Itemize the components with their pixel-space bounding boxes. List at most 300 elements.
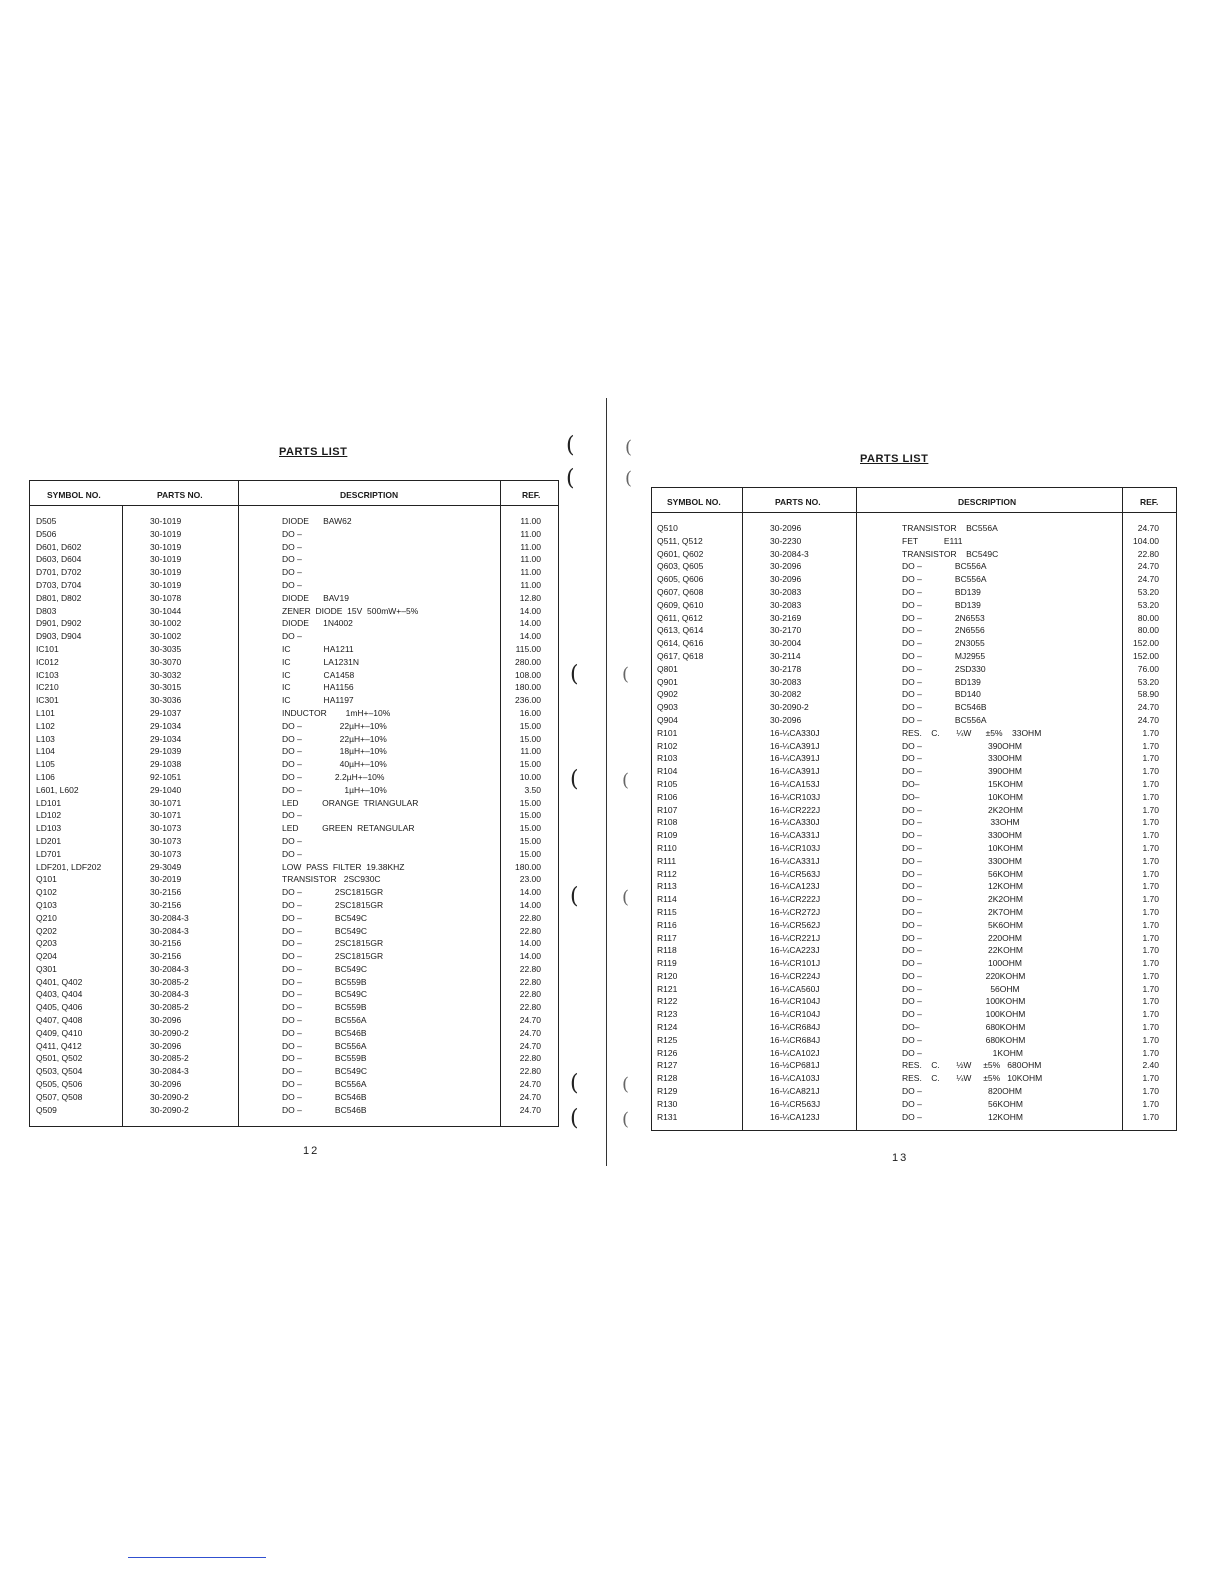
ref-price-cell: 24.70	[519, 1040, 541, 1051]
symbol-cell: R117	[657, 932, 677, 943]
parts-no-cell: 16-¼CR684J	[770, 1034, 821, 1045]
ref-price-cell: 24.70	[519, 1104, 541, 1115]
symbol-cell: R131	[657, 1111, 678, 1122]
symbol-cell: Q601, Q602	[657, 548, 704, 559]
description-cell: DO – 18µH+–10%	[282, 746, 387, 757]
ref-price-cell: 15.00	[519, 810, 541, 821]
parts-no-cell: 16-¼CR684J	[770, 1022, 821, 1033]
symbol-cell: Q510	[657, 523, 678, 533]
parts-no-cell: 30-2083	[770, 586, 802, 597]
table-row	[652, 560, 1176, 573]
symbol-cell: IC103	[36, 669, 59, 680]
description-cell: DO – 5K6OHM	[902, 919, 1023, 930]
symbol-cell: R123	[657, 1009, 678, 1020]
ref-price-cell: 280.00	[515, 656, 541, 667]
table-row	[30, 937, 558, 950]
symbol-cell: R116	[657, 919, 677, 930]
symbol-cell: L102	[36, 720, 55, 731]
table-row	[30, 873, 558, 886]
table-row	[652, 663, 1176, 676]
symbol-cell: LD201	[36, 835, 62, 846]
symbol-cell: R113	[657, 881, 677, 892]
symbol-cell: R105	[657, 778, 678, 789]
parts-no-cell: 30-2004	[770, 638, 802, 649]
table-row	[652, 919, 1176, 932]
parts-no-cell: 16-¼CR221J	[770, 932, 821, 943]
ref-price-cell: 11.00	[520, 579, 541, 590]
binder-hole-mark: (	[566, 466, 575, 491]
ref-price-cell: 15.00	[519, 848, 541, 859]
parts-no-cell: 30-2170	[770, 625, 802, 636]
ref-price-cell: 1.70	[1142, 945, 1159, 956]
ref-price-cell: 24.70	[1137, 702, 1159, 713]
description-cell: DO – BC549C	[282, 925, 368, 936]
table-row	[652, 727, 1176, 740]
ref-price-cell: 1.70	[1142, 958, 1159, 969]
symbol-cell: Q101	[36, 874, 57, 885]
description-cell: DO – BD139	[902, 586, 981, 597]
symbol-cell: LD102	[36, 810, 62, 821]
parts-no-cell: 16-¼CR222J	[770, 894, 821, 905]
table-row	[652, 740, 1176, 753]
table-row	[652, 983, 1176, 996]
table-row	[30, 861, 558, 874]
ref-price-cell: 58.90	[1137, 689, 1159, 700]
parts-no-cell: 30-2096	[770, 714, 802, 725]
symbol-cell: IC301	[36, 695, 59, 706]
binder-hole-mark: (	[622, 664, 630, 685]
table-row	[652, 752, 1176, 765]
table-row	[652, 522, 1176, 535]
table-row	[652, 804, 1176, 817]
binder-hole-mark: (	[622, 887, 630, 908]
right-parts-table	[651, 487, 1177, 1131]
parts-no-cell: 16-¼CR101J	[770, 958, 821, 969]
ref-price-cell: 1.70	[1142, 1098, 1159, 1109]
ref-price-cell: 14.00	[519, 938, 541, 949]
table-row	[30, 733, 558, 746]
description-cell: DO – 2N6553	[902, 612, 985, 623]
ref-price-cell: 1.70	[1142, 868, 1159, 879]
symbol-cell: R118	[657, 945, 677, 956]
binder-hole-mark: (	[570, 1106, 579, 1131]
table-row	[652, 1008, 1176, 1021]
symbol-cell: Q210	[36, 912, 57, 923]
symbol-cell: D505	[36, 516, 57, 526]
table-row	[652, 1021, 1176, 1034]
symbol-cell: Q501, Q502	[36, 1053, 83, 1064]
table-row	[652, 650, 1176, 663]
symbol-cell: Q202	[36, 925, 57, 936]
table-row	[30, 963, 558, 976]
table-row	[30, 822, 558, 835]
ref-price-cell: 22.80	[519, 912, 541, 923]
parts-no-cell: 30-2096	[770, 574, 802, 585]
table-row	[30, 694, 558, 707]
symbol-cell: D703, D704	[36, 579, 82, 590]
table-row	[652, 829, 1176, 842]
symbol-cell: D901, D902	[36, 618, 82, 629]
parts-no-cell: 30-2096	[150, 1079, 182, 1090]
symbol-cell: D506	[36, 528, 57, 539]
symbol-cell: Q407, Q408	[36, 1015, 83, 1026]
symbol-cell: R127	[657, 1060, 678, 1071]
table-row	[652, 932, 1176, 945]
parts-no-cell: 30-2084-3	[150, 912, 189, 923]
ref-price-cell: 1.70	[1142, 970, 1159, 981]
ref-price-cell: 152.00	[1133, 650, 1159, 661]
description-cell: DO – 680KOHM	[902, 1034, 1026, 1045]
table-row	[30, 797, 558, 810]
table-row	[30, 656, 558, 669]
ref-price-cell: 11.00	[520, 516, 541, 526]
parts-no-cell: 30-2083	[770, 599, 802, 610]
description-cell: DO – BC556A	[282, 1079, 367, 1090]
parts-no-cell: 30-2114	[770, 650, 801, 661]
parts-no-cell: 16-¼CR563J	[770, 1098, 821, 1109]
symbol-cell: Q614, Q616	[657, 638, 704, 649]
left-parts-table	[29, 480, 559, 1127]
table-row	[30, 988, 558, 1001]
binder-hole-mark: (	[622, 770, 630, 791]
description-cell: LED GREEN RETANGULAR	[282, 823, 415, 834]
ref-price-cell: 1.70	[1142, 1034, 1159, 1045]
symbol-cell: Q203	[36, 938, 57, 949]
description-cell: RES. C. ¼W ±5% 10KOHM	[902, 1073, 1043, 1084]
ref-price-cell: 24.70	[519, 1027, 541, 1038]
ref-price-cell: 1.70	[1142, 894, 1159, 905]
ref-price-cell: 11.00	[520, 567, 541, 578]
parts-no-cell: 16-¼CA153J	[770, 778, 820, 789]
description-cell: DO – 390OHM	[902, 766, 1022, 777]
description-cell: DO –	[282, 528, 302, 539]
ref-price-cell: 22.80	[519, 1053, 541, 1064]
description-cell: DO –	[282, 631, 302, 642]
symbol-cell: R128	[657, 1073, 678, 1084]
table-row	[30, 1104, 558, 1117]
parts-no-cell: 16-¼CR103J	[770, 842, 821, 853]
description-cell: DO – BC559B	[282, 976, 367, 987]
parts-no-cell: 30-1019	[150, 516, 182, 526]
description-cell: DO –	[282, 810, 302, 821]
description-cell: DO– 15KOHM	[902, 778, 1023, 789]
description-cell: DO –	[282, 567, 302, 578]
parts-no-cell: 16-¼CA330J	[770, 727, 820, 738]
table-row	[652, 778, 1176, 791]
description-cell: DO – BC546B	[902, 702, 987, 713]
ref-price-cell: 15.00	[519, 720, 541, 731]
parts-no-cell: 16-¼CR103J	[770, 791, 821, 802]
description-cell: DO – 220KOHM	[902, 970, 1026, 981]
left-header-description: DESCRIPTION	[340, 490, 399, 500]
parts-no-cell: 30-1019	[150, 554, 182, 565]
description-cell: DO – 2K2OHM	[902, 894, 1023, 905]
symbol-cell: Q607, Q608	[657, 586, 704, 597]
table-row	[652, 1047, 1176, 1060]
symbol-cell: D701, D702	[36, 567, 82, 578]
table-row	[30, 553, 558, 566]
description-cell: TRANSISTOR BC549C	[902, 548, 999, 559]
description-cell: DO– 680KOHM	[902, 1022, 1026, 1033]
description-cell: DO – 2K2OHM	[902, 804, 1023, 815]
ref-price-cell: 80.00	[1137, 625, 1159, 636]
parts-no-cell: 30-2090-2	[150, 1027, 189, 1038]
symbol-cell: Q507, Q508	[36, 1091, 83, 1102]
parts-no-cell: 30-3070	[150, 656, 182, 667]
table-row	[652, 1034, 1176, 1047]
symbol-cell: L101	[36, 707, 55, 718]
symbol-cell: R102	[657, 740, 678, 751]
symbol-cell: Q902	[657, 689, 678, 700]
symbol-cell: R130	[657, 1098, 678, 1109]
symbol-cell: Q403, Q404	[36, 989, 83, 1000]
table-row	[652, 995, 1176, 1008]
description-cell: DO – BC546B	[282, 1027, 367, 1038]
right-table-body	[652, 522, 1176, 1123]
table-row	[30, 528, 558, 541]
ref-price-cell: 14.00	[519, 605, 541, 616]
symbol-cell: Q609, Q610	[657, 599, 704, 610]
ref-price-cell: 1.70	[1142, 740, 1159, 751]
parts-no-cell: 16-¼CA123J	[770, 1111, 820, 1122]
parts-no-cell: 30-1073	[150, 835, 182, 846]
symbol-cell: L105	[36, 759, 55, 770]
table-row	[30, 630, 558, 643]
symbol-cell: Q511, Q512	[657, 535, 703, 546]
symbol-cell: R114	[657, 894, 677, 905]
description-cell: DO – 1KOHM	[902, 1047, 1023, 1058]
ref-price-cell: 3.50	[524, 784, 541, 795]
symbol-cell: R106	[657, 791, 678, 802]
table-row	[30, 1014, 558, 1027]
description-cell: RES. C. ½W ±5% 680OHM	[902, 1060, 1042, 1071]
parts-no-cell: 30-1044	[150, 605, 182, 616]
description-cell: DO – BC559B	[282, 1053, 367, 1064]
description-cell: DO – BC549C	[282, 1066, 368, 1077]
left-table-body	[30, 515, 558, 1116]
description-cell: DO – BC556A	[282, 1040, 367, 1051]
ref-price-cell: 14.00	[519, 618, 541, 629]
table-row	[652, 957, 1176, 970]
symbol-cell: R115	[657, 906, 677, 917]
right-page-title: PARTS LIST	[860, 453, 929, 465]
table-row	[652, 586, 1176, 599]
parts-no-cell: 29-1040	[150, 784, 182, 795]
ref-price-cell: 22.80	[519, 1002, 541, 1013]
table-row	[30, 925, 558, 938]
table-row	[30, 541, 558, 554]
parts-no-cell: 30-2096	[770, 561, 802, 572]
ref-price-cell: 180.00	[515, 861, 541, 872]
description-cell: FET E111	[902, 535, 963, 546]
symbol-cell: IC210	[36, 682, 59, 693]
binder-hole-mark: (	[570, 1071, 579, 1096]
description-cell: DO – 56KOHM	[902, 868, 1023, 879]
binder-hole-mark: (	[625, 468, 633, 489]
ref-price-cell: 14.00	[519, 887, 541, 898]
parts-no-cell: 16-¼CR104J	[770, 996, 821, 1007]
symbol-cell: Q204	[36, 951, 57, 962]
table-row	[652, 1072, 1176, 1085]
symbol-cell: R122	[657, 996, 678, 1007]
parts-no-cell: 16-¼CA391J	[770, 740, 820, 751]
parts-no-cell: 29-1037	[150, 707, 182, 718]
symbol-cell: Q405, Q406	[36, 1002, 83, 1013]
parts-no-cell: 30-3015	[150, 682, 182, 693]
table-row	[30, 758, 558, 771]
ref-price-cell: 14.00	[519, 951, 541, 962]
table-row	[30, 809, 558, 822]
table-row	[652, 612, 1176, 625]
description-cell: DO – 56KOHM	[902, 1098, 1023, 1109]
symbol-cell: R121	[657, 983, 678, 994]
parts-no-cell: 29-1038	[150, 759, 182, 770]
parts-no-cell: 30-1019	[150, 567, 182, 578]
parts-no-cell: 30-2019	[150, 874, 182, 885]
ref-price-cell: 1.70	[1142, 1073, 1159, 1084]
description-cell: DO – 2N6556	[902, 625, 985, 636]
description-cell: LED ORANGE TRIANGULAR	[282, 797, 419, 808]
description-cell: DO – BC556A	[902, 574, 987, 585]
parts-no-cell: 30-2156	[150, 887, 182, 898]
parts-no-cell: 30-2084-3	[150, 925, 189, 936]
ref-price-cell: 24.70	[519, 1091, 541, 1102]
binder-hole-mark: (	[622, 1074, 630, 1095]
symbol-cell: R109	[657, 830, 678, 841]
left-header-symbol: SYMBOL NO.	[47, 490, 101, 500]
ref-price-cell: 1.70	[1142, 753, 1159, 764]
ref-price-cell: 24.70	[519, 1079, 541, 1090]
parts-no-cell: 30-2090-2	[770, 702, 809, 713]
description-cell: DO – 22µH+–10%	[282, 733, 387, 744]
table-row	[652, 714, 1176, 727]
symbol-cell: L103	[36, 733, 55, 744]
parts-no-cell: 30-3036	[150, 695, 182, 706]
description-cell: DO – BC546B	[282, 1104, 367, 1115]
description-cell: DO – 10KOHM	[902, 842, 1023, 853]
description-cell: DO – 2SD330	[902, 663, 986, 674]
table-row	[652, 868, 1176, 881]
parts-no-cell: 30-2085-2	[150, 1002, 189, 1013]
ref-price-cell: 22.80	[519, 1066, 541, 1077]
parts-no-cell: 30-1019	[150, 579, 182, 590]
parts-no-cell: 16-¼CA560J	[770, 983, 820, 994]
description-cell: DO – 330OHM	[902, 830, 1022, 841]
parts-no-cell: 30-1073	[150, 823, 182, 834]
table-row	[30, 745, 558, 758]
table-row	[652, 906, 1176, 919]
ref-price-cell: 12.80	[519, 592, 541, 603]
right-header-description: DESCRIPTION	[958, 497, 1017, 507]
ref-price-cell: 22.80	[519, 925, 541, 936]
parts-no-cell: 29-1034	[150, 720, 182, 731]
description-cell: DO – 100OHM	[902, 958, 1022, 969]
symbol-cell: D903, D904	[36, 631, 82, 642]
parts-no-cell: 30-2169	[770, 612, 802, 623]
ref-price-cell: 180.00	[515, 682, 541, 693]
symbol-cell: Q617, Q618	[657, 650, 704, 661]
symbol-cell: D801, D802	[36, 592, 82, 603]
parts-no-cell: 30-1002	[150, 631, 182, 642]
parts-no-cell: 30-3035	[150, 643, 182, 654]
parts-no-cell: 29-3049	[150, 861, 182, 872]
symbol-cell: IC012	[36, 656, 59, 667]
parts-no-cell: 16-½CP681J	[770, 1060, 820, 1071]
parts-no-cell: 30-2082	[770, 689, 802, 700]
symbol-cell: LD103	[36, 823, 62, 834]
ref-price-cell: 1.70	[1142, 881, 1159, 892]
table-row	[30, 1001, 558, 1014]
description-cell: TRANSISTOR BC556A	[902, 523, 998, 533]
right-header-ref: REF.	[1140, 497, 1159, 507]
table-row	[30, 707, 558, 720]
symbol-cell: D603, D604	[36, 554, 82, 565]
description-cell: DO – 220OHM	[902, 932, 1022, 943]
parts-no-cell: 16-¼CR562J	[770, 919, 821, 930]
ref-price-cell: 10.00	[519, 771, 541, 782]
description-cell: DO – 2SC1815GR	[282, 887, 384, 898]
parts-no-cell: 30-2156	[150, 951, 182, 962]
parts-no-cell: 16-¼CA330J	[770, 817, 820, 828]
ref-price-cell: 1.70	[1142, 1047, 1159, 1058]
ref-price-cell: 115.00	[515, 643, 541, 654]
ref-price-cell: 104.00	[1133, 535, 1159, 546]
description-cell: DO –	[282, 541, 302, 552]
parts-no-cell: 30-2096	[770, 523, 802, 533]
ref-price-cell: 24.70	[1137, 574, 1159, 585]
ref-price-cell: 1.70	[1142, 906, 1159, 917]
ref-price-cell: 53.20	[1137, 599, 1159, 610]
parts-no-cell: 16-¼CR224J	[770, 970, 821, 981]
ref-price-cell: 24.70	[1137, 561, 1159, 572]
ref-price-cell: 22.80	[519, 989, 541, 1000]
description-cell: DO –	[282, 835, 302, 846]
description-cell: DO – MJ2955	[902, 650, 986, 661]
symbol-cell: R120	[657, 970, 678, 981]
description-cell: DO –	[282, 554, 302, 565]
table-row	[652, 701, 1176, 714]
description-cell: DO – 2K7OHM	[902, 906, 1023, 917]
left-table-header	[30, 481, 558, 506]
parts-no-cell: 30-1019	[150, 528, 182, 539]
ref-price-cell: 15.00	[519, 835, 541, 846]
description-cell: IC HA1156	[282, 682, 354, 693]
parts-no-cell: 92-1051	[150, 771, 182, 782]
description-cell: LOW PASS FILTER 19.38KHZ	[282, 861, 405, 872]
table-row	[30, 1027, 558, 1040]
description-cell: DO – BD140	[902, 689, 981, 700]
description-cell: DO – BC559B	[282, 1002, 367, 1013]
table-row	[652, 880, 1176, 893]
ref-price-cell: 53.20	[1137, 676, 1159, 687]
description-cell: DO – BD139	[902, 676, 981, 687]
parts-no-cell: 30-1078	[150, 592, 182, 603]
parts-no-cell: 30-2084-3	[150, 989, 189, 1000]
symbol-cell: L106	[36, 771, 55, 782]
ref-price-cell: 1.70	[1142, 1022, 1159, 1033]
parts-no-cell: 30-2096	[150, 1040, 182, 1051]
ref-price-cell: 1.70	[1142, 804, 1159, 815]
description-cell: DO – 100KOHM	[902, 996, 1026, 1007]
symbol-cell: Q509	[36, 1104, 57, 1115]
description-cell: DO – 2SC1815GR	[282, 951, 384, 962]
parts-no-cell: 30-1073	[150, 848, 182, 859]
table-row	[30, 835, 558, 848]
parts-no-cell: 16-¼CA331J	[770, 855, 820, 866]
description-cell: DO – 2.2µH+–10%	[282, 771, 385, 782]
table-row	[30, 771, 558, 784]
binder-hole-mark: (	[622, 1109, 630, 1130]
